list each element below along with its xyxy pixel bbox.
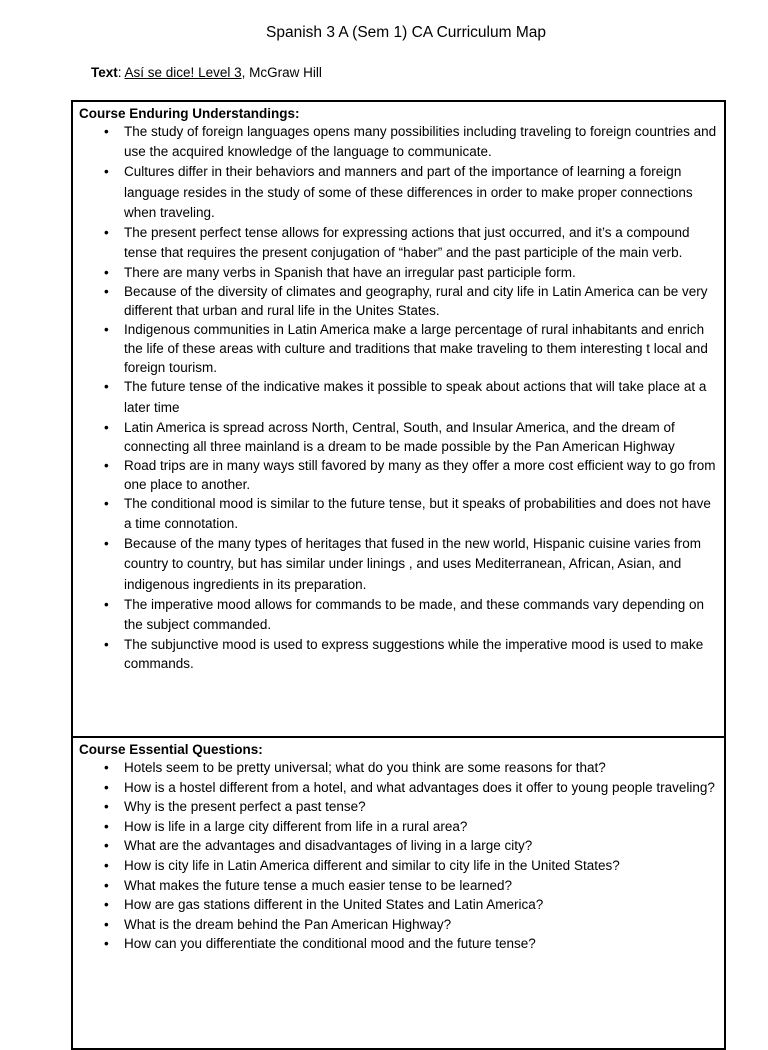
enduring-heading: Course Enduring Understandings: <box>79 106 300 121</box>
text-colon: : <box>117 65 125 80</box>
list-item: • Hotels seem to be pretty universal; what do you think are some reasons for that? <box>73 758 724 778</box>
text-reference <box>91 65 322 80</box>
list-item: • Why is the present perfect a past tense? <box>73 797 724 817</box>
list-item: • What are the advantages and disadvantages of living in a large city? <box>73 836 724 856</box>
list-item: • How is city life in Latin America different and similar to city life in the United States? <box>73 856 724 876</box>
list-item: • What is the dream behind the Pan American Highway? <box>73 915 724 935</box>
list-item: • The present perfect tense allows for expressing actions that just occurred, and it’s a compound tense that requires the present conjugation of “haber” and the past participle of the main verb. <box>73 223 724 263</box>
essential-questions-section <box>73 738 724 954</box>
essential-heading: Course Essential Questions: <box>79 742 263 757</box>
list-item: • The imperative mood allows for commands to be made, and these commands vary depending on the subject commanded. <box>73 595 724 635</box>
essential-list <box>73 758 724 954</box>
list-item: • How can you differentiate the conditional mood and the future tense? <box>73 934 724 954</box>
list-item: • The future tense of the indicative makes it possible to speak about actions that will take place at a later time <box>73 377 724 417</box>
textbook-title: Así se dice! Level 3 <box>124 65 242 80</box>
text-label: Text <box>91 65 118 80</box>
list-item: • Cultures differ in their behaviors and manners and part of the importance of learning a foreign language resides in the study of some of these differences in order to make proper connections when traveling. <box>73 162 724 223</box>
list-item: • The conditional mood is similar to the future tense, but it speaks of probabilities and does not have a time connotation. <box>73 494 724 534</box>
list-item: • Because of the many types of heritages that fused in the new world, Hispanic cuisine varies from country to country, but has similar under linings , and uses Mediterranean, African, Asian, and indigenous ingredients in its preparation. <box>73 534 724 595</box>
list-item: • What makes the future tense a much easier tense to be learned? <box>73 876 724 896</box>
publisher: , McGraw Hill <box>241 65 322 80</box>
list-item: • Indigenous communities in Latin America make a large percentage of rural inhabitants and enrich the life of these areas with culture and traditions that make traveling to them interesting t local and foreign tourism. <box>73 320 724 377</box>
list-item: • Latin America is spread across North, Central, South, and Insular America, and the dream of connecting all three mainland is a dream to be made possible by the Pan American Highway <box>73 418 724 456</box>
enduring-understandings-section <box>73 102 724 738</box>
list-item: • The study of foreign languages opens many possibilities including traveling to foreign countries and use the acquired knowledge of the language to communicate. <box>73 122 724 162</box>
list-item: • How is life in a large city different from life in a rural area? <box>73 817 724 837</box>
page-title: Spanish 3 A (Sem 1) CA Curriculum Map <box>266 24 546 41</box>
list-item: • Road trips are in many ways still favored by many as they offer a more cost efficient way to go from one place to another. <box>73 456 724 494</box>
list-item: • The subjunctive mood is used to express suggestions while the imperative mood is used to make commands. <box>73 635 724 673</box>
curriculum-table <box>71 100 726 1050</box>
enduring-list <box>73 122 724 673</box>
list-item: • How are gas stations different in the United States and Latin America? <box>73 895 724 915</box>
list-item: • Because of the diversity of climates and geography, rural and city life in Latin America can be very different that urban and rural life in the Unites States. <box>73 282 724 320</box>
list-item: • How is a hostel different from a hotel, and what advantages does it offer to young people traveling? <box>73 778 724 798</box>
list-item: • There are many verbs in Spanish that have an irregular past participle form. <box>73 263 724 282</box>
